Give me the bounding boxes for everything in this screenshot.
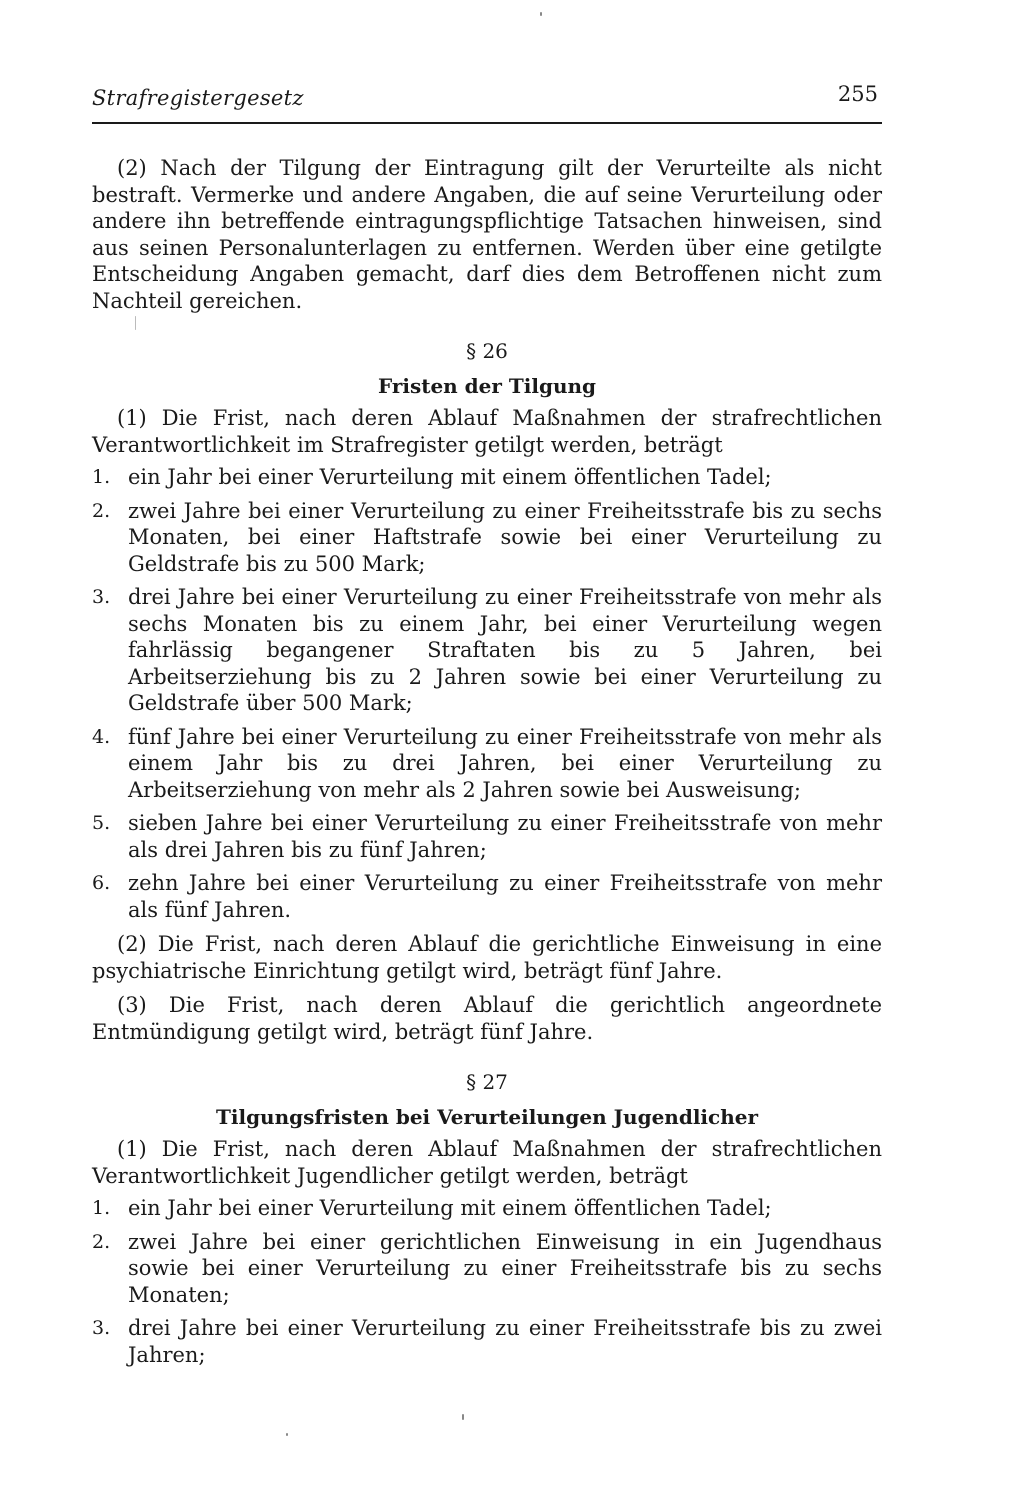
numbered-list <box>92 464 882 923</box>
scan-speck <box>135 316 136 330</box>
page-number: 255 <box>837 82 878 106</box>
list-item-number: 3. <box>92 1317 111 1339</box>
section-lead: (1) Die Frist, nach deren Ablauf Maßnahmen der strafrechtlichen Verantwortlichkeit im Strafregister getilgt werden, beträgt <box>92 406 882 457</box>
list-item-number: 3. <box>92 586 111 608</box>
list-item <box>92 498 882 578</box>
running-title: Strafregistergesetz <box>92 86 304 110</box>
list-item-text: sieben Jahre bei einer Verurteilung zu einer Freiheitsstrafe von mehr als drei Jahren bis zu fünf Jahren; <box>128 811 882 862</box>
section-number: § 27 <box>466 1070 508 1094</box>
section-title: Tilgungsfristen bei Verurteilungen Jugendlicher <box>215 1104 758 1129</box>
list-item <box>92 1315 882 1368</box>
scan-speck <box>286 1433 288 1436</box>
list-item-number: 2. <box>92 499 111 522</box>
list-item-number: 5. <box>92 812 111 834</box>
list-item-number: 6. <box>92 872 111 894</box>
scan-speck <box>462 1414 464 1420</box>
list-item-number: 1. <box>92 1197 111 1219</box>
section-26 <box>92 338 882 1045</box>
intro-paragraph: (2) Nach der Tilgung der Eintragung gilt der Verurteilte als nicht bestraft. Vermerke und andere Angaben, die auf seine Verurteilung oder andere ihn betreffende eintragungspflichtige Tatsachen hinweisen, sind aus seinen Personalunterlagen zu entfernen. Werden über eine getilgte Entscheidung Angaben gemacht, darf dies dem Betroffenen nicht zum Nachteil gereichen. <box>92 156 882 313</box>
list-item <box>92 464 882 491</box>
list-item-text: zehn Jahre bei einer Verurteilung zu einer Freiheitsstrafe von mehr als fünf Jahren. <box>128 871 882 922</box>
list-item-text: zwei Jahre bei einer gerichtlichen Einweisung in ein Jugendhaus sowie bei einer Verurteilung zu einer Freiheitsstrafe bis zu sechs Monaten; <box>128 1229 882 1307</box>
running-header <box>92 82 882 114</box>
section-number: § 26 <box>466 339 508 363</box>
list-item-number: 1. <box>92 466 111 488</box>
section-27 <box>92 1069 882 1368</box>
list-item <box>92 870 882 923</box>
list-item-text: drei Jahre bei einer Verurteilung zu einer Freiheitsstrafe von mehr als sechs Monaten bis zu einem Jahr, bei einer Verurteilung wegen fahrlässig begangener Straftaten bis zu 5 Jahren, bei Arbeitserziehung bis zu 2 Jahren sowie bei einer Verurteilung zu Geldstrafe über 500 Mark; <box>128 585 882 715</box>
list-item-text: ein Jahr bei einer Verurteilung mit einem öffentlichen Tadel; <box>128 465 772 489</box>
page-body <box>92 155 882 1368</box>
list-item <box>92 724 882 804</box>
section-lead: (1) Die Frist, nach deren Ablauf Maßnahmen der strafrechtlichen Verantwortlichkeit Jugendlicher getilgt werden, beträgt <box>92 1137 882 1188</box>
list-item-number: 2. <box>92 1230 111 1253</box>
header-rule <box>92 122 882 124</box>
list-item <box>92 1195 882 1222</box>
list-item <box>92 1229 882 1309</box>
list-item-number: 4. <box>92 725 111 748</box>
list-item-text: drei Jahre bei einer Verurteilung zu einer Freiheitsstrafe bis zu zwei Jahren; <box>128 1316 882 1367</box>
list-item-text: ein Jahr bei einer Verurteilung mit einem öffentlichen Tadel; <box>128 1196 772 1220</box>
list-item-text: zwei Jahre bei einer Verurteilung zu einer Freiheitsstrafe bis zu sechs Monaten, bei einer Haftstrafe sowie bei einer Verurteilung zu Geldstrafe bis zu 500 Mark; <box>128 498 882 576</box>
section-title: Fristen der Tilgung <box>377 373 597 398</box>
list-item-text: fünf Jahre bei einer Verurteilung zu einer Freiheitsstrafe von mehr als einem Jahr bis zu drei Jahren, bei einer Verurteilung zu Arbeitserziehung von mehr als 2 Jahren sowie bei Ausweisung; <box>128 724 882 802</box>
list-item <box>92 584 882 717</box>
section-paragraph: (2) Die Frist, nach deren Ablauf die gerichtliche Einweisung in eine psychiatrische Einrichtung getilgt wird, beträgt fünf Jahre. <box>92 932 882 983</box>
section-paragraph: (3) Die Frist, nach deren Ablauf die gerichtlich angeordnete Entmündigung getilgt wird, beträgt fünf Jahre. <box>92 993 882 1044</box>
scan-speck <box>540 12 542 16</box>
list-item <box>92 810 882 863</box>
numbered-list <box>92 1195 882 1368</box>
